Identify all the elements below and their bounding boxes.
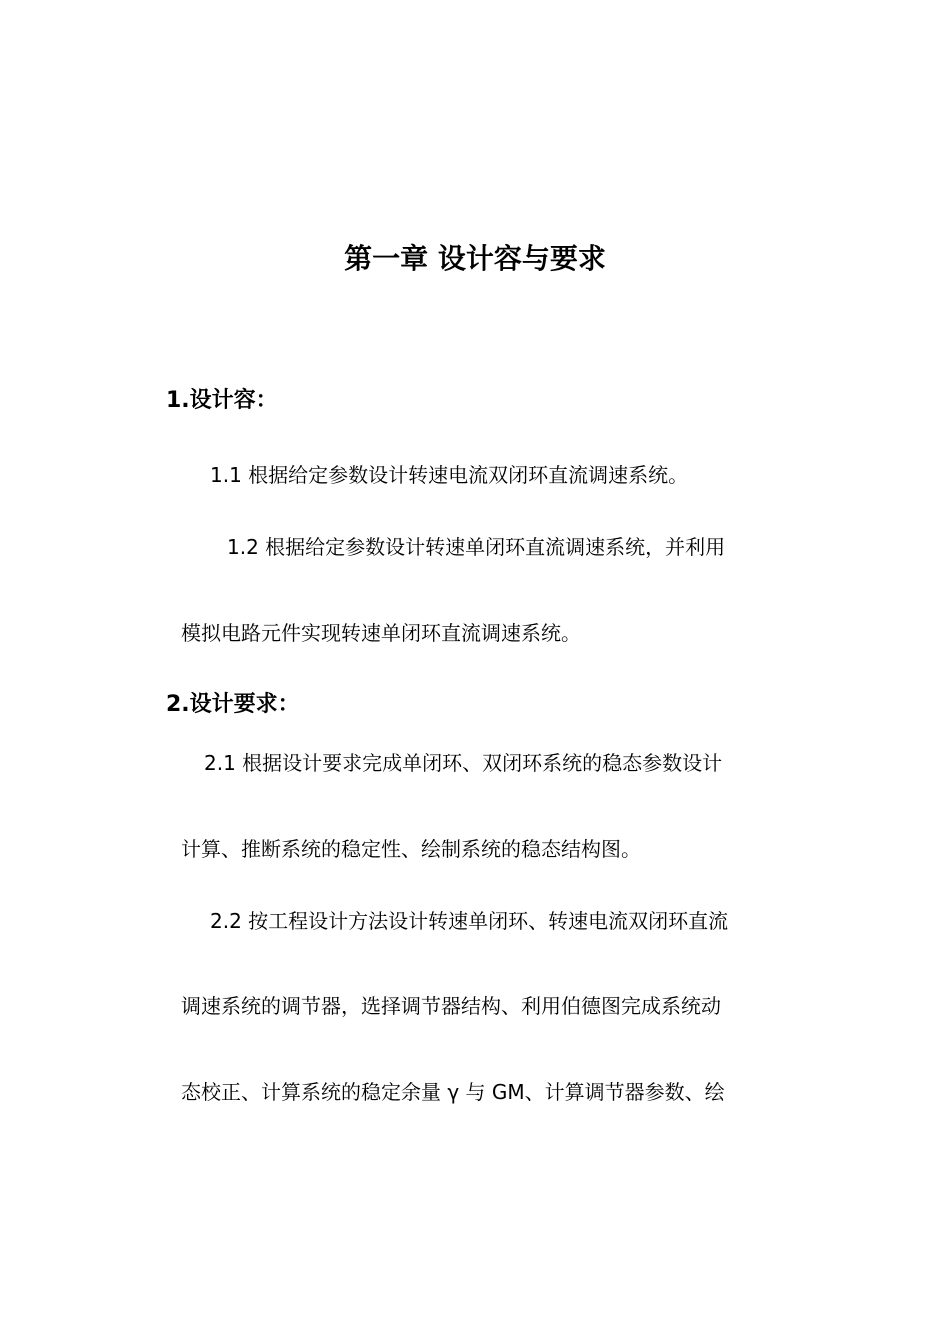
paragraph-line: 1.2 根据给定参数设计转速单闭环直流调速系统，并利用	[227, 535, 726, 559]
paragraph-line: 2.2 按工程设计方法设计转速单闭环、转速电流双闭环直流	[210, 909, 729, 933]
chapter-title: 第一章 设计容与要求	[344, 242, 606, 275]
section-heading-design-content: 1.设计容：	[166, 388, 278, 413]
paragraph-line: 模拟电路元件实现转速单闭环直流调速系统。	[181, 621, 581, 645]
paragraph-line: 计算、推断系统的稳定性、绘制系统的稳态结构图。	[181, 837, 641, 861]
paragraph-line: 态校正、计算系统的稳定余量 γ 与 GM、计算调节器参数、绘	[181, 1080, 725, 1104]
section-heading-design-requirements: 2.设计要求：	[166, 692, 300, 717]
paragraph-line: 1.1 根据给定参数设计转速电流双闭环直流调速系统。	[210, 463, 689, 487]
paragraph-line: 2.1 根据设计要求完成单闭环、双闭环系统的稳态参数设计	[204, 751, 723, 775]
paragraph-line: 调速系统的调节器，选择调节器结构、利用伯德图完成系统动	[181, 994, 721, 1018]
